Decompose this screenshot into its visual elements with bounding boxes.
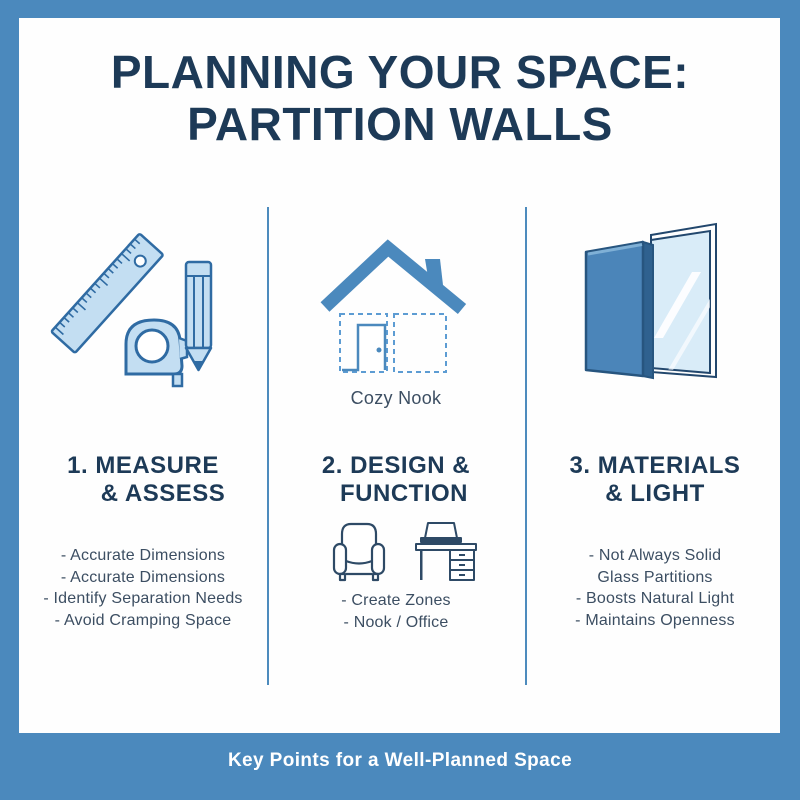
heading-line-2: & LIGHT (605, 480, 705, 507)
bullet-item: - Avoid Cramping Space (54, 611, 232, 629)
bullet-item: - Identify Separation Needs (43, 590, 243, 607)
house-floorplan-icon (313, 237, 478, 382)
section-heading-materials (530, 452, 780, 508)
page-title-line-2: PARTITION WALLS (187, 98, 613, 150)
heading-line-1: 3. MATERIALS (569, 452, 741, 479)
measuring-tools-icon (48, 228, 248, 403)
page-title (0, 46, 800, 150)
heading-line-2: FUNCTION (340, 480, 468, 507)
column-divider-right (525, 207, 527, 685)
section-heading-measure (19, 452, 267, 508)
bullet-list-measure (19, 545, 267, 631)
section-heading-design (267, 452, 525, 508)
heading-line-1: 2. DESIGN & (321, 452, 471, 479)
footer-caption: Key Points for a Well-Planned Space (227, 750, 573, 771)
furniture-icons (328, 518, 488, 588)
heading-line-2: & ASSESS (100, 480, 226, 507)
bullet-item: - Boosts Natural Light (575, 590, 735, 607)
bullet-item: - Create Zones (341, 592, 451, 609)
bullet-list-design (267, 590, 525, 633)
bullet-item: - Accurate Dimensions (60, 547, 226, 564)
page-title-line-1: PLANNING YOUR SPACE: (110, 46, 690, 98)
cozy-nook-caption: Cozy Nook (350, 388, 442, 408)
desk-icon (416, 523, 476, 580)
bullet-item: - Not Always Solid (588, 547, 722, 564)
armchair-icon (334, 524, 384, 580)
glass-partition-icon (558, 220, 748, 385)
heading-line-1: 1. MEASURE (67, 452, 219, 479)
bullet-item: - Accurate Dimensions (60, 568, 226, 586)
bullet-list-materials (530, 545, 780, 631)
bullet-item: Glass Partitions (597, 568, 713, 586)
bullet-item: - Nook / Office (343, 613, 449, 631)
bullet-item: - Maintains Openness (575, 611, 735, 629)
